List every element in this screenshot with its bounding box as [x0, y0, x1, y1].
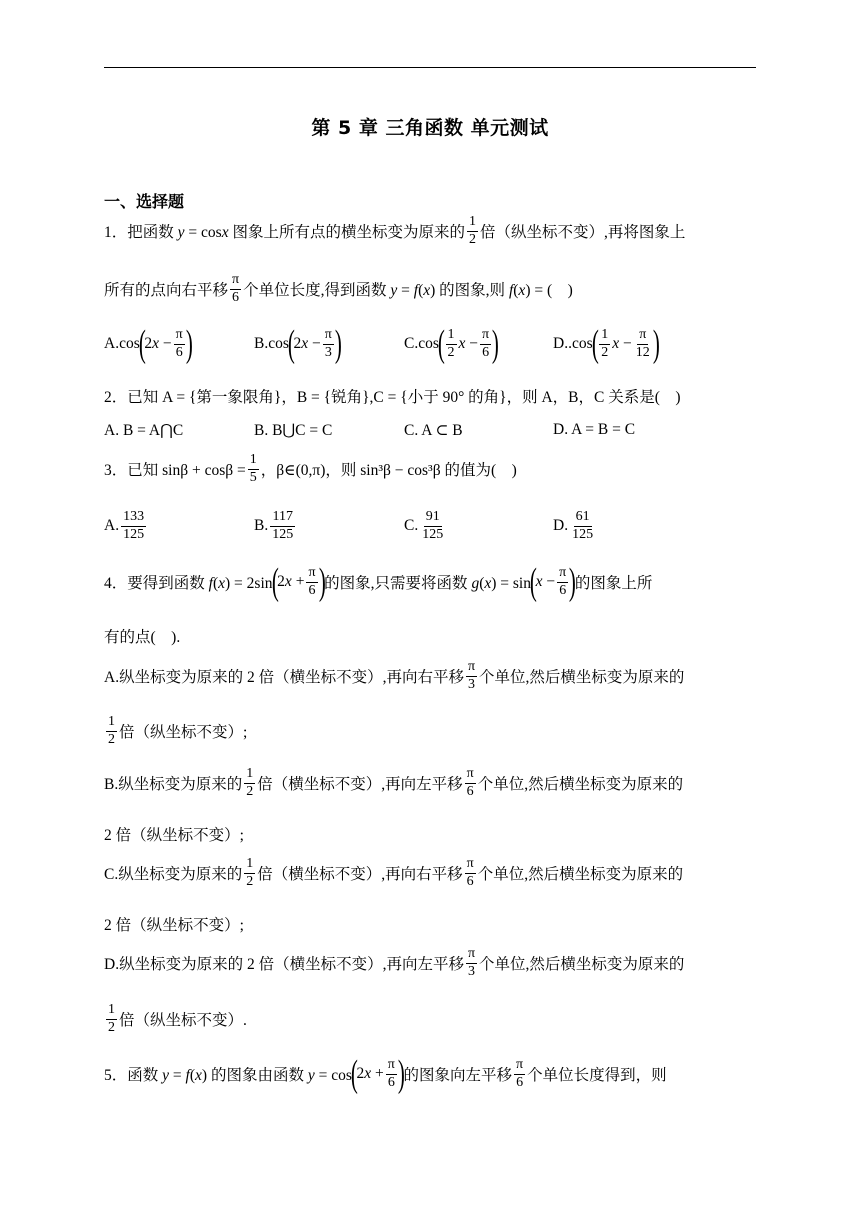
question-3-option-b[interactable]: B. $\frac{117}{125}$ [254, 509, 294, 542]
page-title: 第 5 章 三角函数 单元测试 [311, 117, 549, 139]
fraction: $\frac{1}{2}$ [468, 214, 476, 247]
question-3-option-a[interactable]: A. $\frac{133}{125}$ [104, 509, 145, 542]
question-2-option-d[interactable]: D. A = B = C [553, 421, 636, 438]
question-1-option-a[interactable]: A.cos ( 2x − $\frac{\pi}{6}$ ) [104, 323, 193, 365]
question-4-line-2: 有的点( ). [104, 629, 181, 646]
question-1-option-c[interactable]: C.cos ( $\frac{1}{2}$ x − $\frac{\pi}{6}$ ) [404, 323, 499, 365]
fraction: $\frac{\pi}{6}$ [232, 272, 240, 305]
question-2-option-a[interactable]: A. B = A⋂C [104, 422, 184, 439]
question-4-option-a-line-2: $\frac{1}{2}$ 倍（纵坐标不变）; [108, 714, 248, 747]
question-1-option-b[interactable]: B.cos ( 2x − $\frac{\pi}{3}$ ) [254, 323, 342, 365]
question-3-stem: 3．已知 sinβ + cosβ = $\frac{1}{5}$ ，β∈(0,π)，则 sin³β − cos³β 的值为( ) [104, 452, 517, 485]
section-heading: 一、选择题 [104, 192, 185, 211]
question-1-line-2: 所有的点向右平移 $\frac{\pi}{6}$ 个单位长度,得到函数 y = f(x) 的图象,则 f(x) = ( ) [104, 272, 573, 305]
question-4-option-d-line-2: $\frac{1}{2}$ 倍（纵坐标不变）. [108, 1002, 247, 1035]
question-1-line-1: 1．把函数 y = cosx 图象上所有点的横坐标变为原来的 $\frac{1}{2}$ 倍（纵坐标不变）,再将图象上 [104, 214, 686, 247]
question-4-option-b-line-2: 2 倍（纵坐标不变）; [104, 827, 244, 844]
question-4-option-c-line-2: 2 倍（纵坐标不变）; [104, 917, 244, 934]
question-5-stem: 5．函数 y = f(x) 的图象由函数 y = cos ( 2x + $\frac{\pi}{6}$ ) 的图象向左平移 $\frac{\pi}{6}$ 个单位长度得到，则 [104, 1053, 667, 1095]
question-4-option-b-line-1[interactable]: B.纵坐标变为原来的 $\frac{1}{2}$ 倍（横坐标不变）,再向左平移 $\frac{\pi}{6}$ 个单位,然后横坐标变为原来的 [104, 766, 684, 799]
header-rule [104, 67, 756, 68]
question-4-line-1: 4．要得到函数 f(x) = 2sin ( 2x + $\frac{\pi}{6}$ ) 的图象,只需要将函数 g(x) = sin ( x − $\frac{\pi}{6}$ ) 的图象上所 [104, 561, 653, 603]
question-4-option-d-line-1[interactable]: D.纵坐标变为原来的 2 倍（横坐标不变）,再向左平移 $\frac{\pi}{3}$ 个单位,然后横坐标变为原来的 [104, 946, 685, 979]
question-3-option-c[interactable]: C. $\frac{91}{125}$ [404, 509, 444, 542]
question-3-option-d[interactable]: D. $\frac{61}{125}$ [553, 509, 594, 542]
question-1-option-d[interactable]: D..cos ( $\frac{1}{2}$ x − $\frac{\pi}{12}$ ) [553, 323, 660, 365]
question-2-option-b[interactable]: B. B⋃C = C [254, 422, 333, 439]
question-2-option-c[interactable]: C. A ⊂ B [404, 422, 463, 439]
question-2-stem: 2．已知 A = {第一象限角}，B = {锐角},C = {小于 90° 的角}，则 A，B，C 关系是( ) [104, 389, 681, 406]
question-4-option-c-line-1[interactable]: C.纵坐标变为原来的 $\frac{1}{2}$ 倍（横坐标不变）,再向右平移 $\frac{\pi}{6}$ 个单位,然后横坐标变为原来的 [104, 856, 684, 889]
fraction: $\frac{1}{5}$ [249, 452, 257, 485]
question-4-option-a-line-1[interactable]: A.纵坐标变为原来的 2 倍（横坐标不变）,再向右平移 $\frac{\pi}{3}$ 个单位,然后横坐标变为原来的 [104, 659, 685, 692]
